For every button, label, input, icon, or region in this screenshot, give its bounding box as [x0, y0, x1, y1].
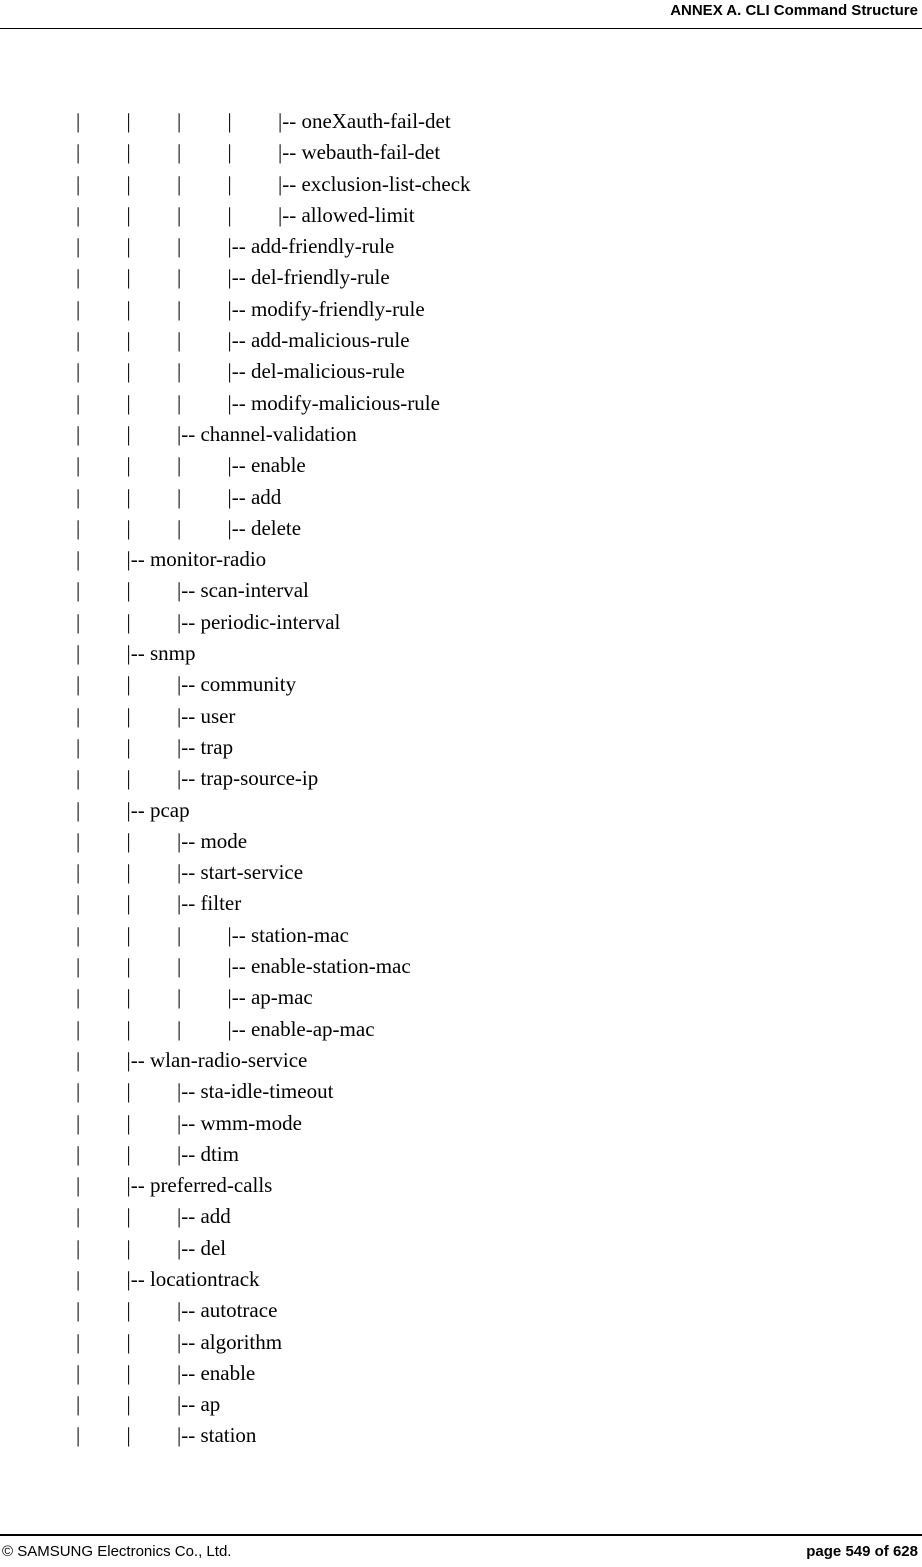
tree-line	[0, 669, 922, 700]
tree-pipe: |	[76, 421, 81, 446]
tree-line	[0, 356, 922, 387]
tree-pipe: |	[177, 171, 182, 196]
tree-line	[0, 732, 922, 763]
tree-pipe: |	[177, 234, 182, 259]
tree-line	[0, 294, 922, 325]
tree-line	[0, 701, 922, 732]
tree-line	[0, 513, 922, 544]
tree-line	[0, 1389, 922, 1420]
tree-line	[0, 1014, 922, 1045]
tree-line	[0, 1420, 922, 1451]
tree-pipe: |	[76, 265, 81, 290]
tree-pipe: |	[76, 1110, 81, 1135]
tree-line	[0, 262, 922, 293]
tree-node-label: |-- allowed-limit	[278, 202, 415, 227]
tree-pipe: |	[76, 1173, 81, 1198]
tree-node-label: |-- delete	[227, 515, 302, 540]
tree-pipe: |	[126, 1360, 131, 1385]
tree-line	[0, 1045, 922, 1076]
tree-pipe: |	[126, 1110, 131, 1135]
tree-pipe: |	[177, 140, 182, 165]
header-title: ANNEX A. CLI Command Structure	[670, 2, 918, 19]
tree-line	[0, 982, 922, 1013]
tree-pipe: |	[126, 954, 131, 979]
tree-pipe: |	[76, 703, 81, 728]
tree-line	[0, 1076, 922, 1107]
tree-pipe: |	[177, 265, 182, 290]
tree-pipe: |	[76, 171, 81, 196]
tree-node-label: |-- community	[177, 672, 297, 697]
tree-pipe: |	[177, 1016, 182, 1041]
tree-pipe: |	[126, 484, 131, 509]
tree-line	[0, 1139, 922, 1170]
tree-pipe: |	[126, 578, 131, 603]
tree-pipe: |	[76, 672, 81, 697]
tree-node-label: |-- add-friendly-rule	[227, 234, 395, 259]
tree-pipe: |	[76, 828, 81, 853]
tree-pipe: |	[76, 484, 81, 509]
tree-pipe: |	[126, 922, 131, 947]
tree-node-label: |-- ap	[177, 1392, 221, 1417]
tree-pipe: |	[177, 296, 182, 321]
tree-pipe: |	[227, 202, 232, 227]
tree-pipe: |	[126, 1329, 131, 1354]
tree-pipe: |	[177, 453, 182, 478]
tree-line	[0, 638, 922, 669]
tree-pipe: |	[227, 171, 232, 196]
tree-line	[0, 920, 922, 951]
tree-node-label: |-- mode	[177, 828, 248, 853]
tree-pipe: |	[177, 109, 182, 133]
tree-line	[0, 419, 922, 450]
tree-pipe: |	[76, 1141, 81, 1166]
tree-pipe: |	[177, 985, 182, 1010]
tree-node-label: |-- modify-friendly-rule	[227, 296, 425, 321]
tree-pipe: |	[227, 140, 232, 165]
tree-line	[0, 826, 922, 857]
tree-pipe: |	[76, 1329, 81, 1354]
tree-pipe: |	[177, 202, 182, 227]
tree-pipe: |	[76, 1360, 81, 1385]
tree-pipe: |	[76, 609, 81, 634]
tree-node-label: |-- preferred-calls	[126, 1173, 273, 1198]
tree-pipe: |	[126, 421, 131, 446]
tree-line	[0, 888, 922, 919]
tree-pipe: |	[126, 265, 131, 290]
tree-line	[0, 450, 922, 481]
tree-pipe: |	[177, 922, 182, 947]
tree-line	[0, 231, 922, 262]
tree-pipe: |	[126, 1204, 131, 1229]
tree-line	[0, 575, 922, 606]
tree-node-label: |-- start-service	[177, 860, 304, 885]
tree-pipe: |	[126, 1141, 131, 1166]
tree-node-label: |-- del-friendly-rule	[227, 265, 390, 290]
tree-node-label: |-- wmm-mode	[177, 1110, 302, 1135]
tree-node-label: |-- add-malicious-rule	[227, 328, 410, 353]
tree-line	[0, 544, 922, 575]
tree-pipe: |	[126, 1392, 131, 1417]
tree-pipe: |	[126, 453, 131, 478]
tree-pipe: |	[76, 922, 81, 947]
tree-pipe: |	[76, 1047, 81, 1072]
tree-node-label: |-- snmp	[126, 641, 196, 666]
tree-node-label: |-- station	[177, 1423, 257, 1448]
tree-line	[0, 388, 922, 419]
tree-node-label: |-- locationtrack	[126, 1266, 260, 1291]
tree-line	[0, 1264, 922, 1295]
tree-node-label: |-- filter	[177, 891, 242, 916]
page-footer	[0, 1534, 922, 1567]
tree-line	[0, 482, 922, 513]
tree-line	[0, 951, 922, 982]
tree-pipe: |	[76, 515, 81, 540]
tree-line	[0, 1358, 922, 1389]
tree-pipe: |	[76, 453, 81, 478]
tree-node-label: |-- modify-malicious-rule	[227, 390, 440, 415]
tree-line	[0, 200, 922, 231]
tree-pipe: |	[76, 860, 81, 885]
tree-pipe: |	[76, 547, 81, 572]
tree-line	[0, 1295, 922, 1326]
tree-pipe: |	[126, 109, 131, 133]
tree-pipe: |	[126, 1423, 131, 1448]
command-tree	[0, 106, 922, 1452]
tree-node-label: |-- channel-validation	[177, 421, 357, 446]
tree-pipe: |	[126, 234, 131, 259]
tree-node-label: |-- wlan-radio-service	[126, 1047, 308, 1072]
tree-pipe: |	[177, 359, 182, 384]
tree-pipe: |	[126, 1298, 131, 1323]
tree-line	[0, 1327, 922, 1358]
tree-pipe: |	[76, 390, 81, 415]
tree-pipe: |	[177, 954, 182, 979]
tree-pipe: |	[76, 140, 81, 165]
footer-copyright: © SAMSUNG Electronics Co., Ltd.	[2, 1543, 232, 1560]
tree-pipe: |	[76, 109, 81, 133]
tree-line	[0, 1233, 922, 1264]
tree-pipe: |	[126, 609, 131, 634]
tree-pipe: |	[76, 359, 81, 384]
tree-line	[0, 137, 922, 168]
tree-pipe: |	[126, 672, 131, 697]
tree-node-label: |-- add	[177, 1204, 231, 1229]
tree-pipe: |	[177, 328, 182, 353]
tree-line	[0, 607, 922, 638]
footer-page-number: page 549 of 628	[806, 1543, 918, 1560]
tree-line	[0, 1170, 922, 1201]
tree-pipe: |	[126, 171, 131, 196]
tree-pipe: |	[76, 766, 81, 791]
tree-pipe: |	[76, 1392, 81, 1417]
tree-line	[0, 325, 922, 356]
tree-pipe: |	[126, 515, 131, 540]
tree-pipe: |	[126, 140, 131, 165]
tree-pipe: |	[76, 202, 81, 227]
tree-node-label: |-- enable	[227, 453, 306, 478]
tree-node-label: |-- trap	[177, 734, 234, 759]
tree-node-label: |-- trap-source-ip	[177, 766, 319, 791]
tree-node-label: |-- periodic-interval	[177, 609, 341, 634]
tree-pipe: |	[76, 641, 81, 666]
tree-node-label: |-- user	[177, 703, 236, 728]
tree-pipe: |	[76, 954, 81, 979]
tree-pipe: |	[76, 296, 81, 321]
tree-pipe: |	[76, 797, 81, 822]
tree-node-label: |-- ap-mac	[227, 985, 313, 1010]
tree-line	[0, 1201, 922, 1232]
tree-line	[0, 857, 922, 888]
tree-node-label: |-- enable-station-mac	[227, 954, 411, 979]
tree-node-label: |-- algorithm	[177, 1329, 283, 1354]
tree-pipe: |	[76, 1079, 81, 1104]
tree-pipe: |	[227, 109, 232, 133]
tree-pipe: |	[76, 1204, 81, 1229]
tree-pipe: |	[126, 390, 131, 415]
tree-node-label: |-- station-mac	[227, 922, 349, 947]
tree-pipe: |	[126, 985, 131, 1010]
tree-pipe: |	[126, 1079, 131, 1104]
tree-node-label: |-- add	[227, 484, 282, 509]
tree-node-label: |-- oneXauth-fail-det	[278, 109, 451, 133]
tree-line	[0, 169, 922, 200]
tree-pipe: |	[177, 515, 182, 540]
tree-node-label: |-- pcap	[126, 797, 190, 822]
tree-line	[0, 1108, 922, 1139]
tree-node-label: |-- del-malicious-rule	[227, 359, 405, 384]
tree-line	[0, 106, 922, 137]
tree-pipe: |	[126, 891, 131, 916]
tree-node-label: |-- enable	[177, 1360, 256, 1385]
tree-pipe: |	[76, 734, 81, 759]
tree-node-label: |-- dtim	[177, 1141, 239, 1166]
tree-node-label: |-- scan-interval	[177, 578, 309, 603]
tree-pipe: |	[126, 766, 131, 791]
tree-node-label: |-- webauth-fail-det	[278, 140, 441, 165]
tree-pipe: |	[76, 891, 81, 916]
tree-node-label: |-- exclusion-list-check	[278, 171, 471, 196]
tree-pipe: |	[76, 985, 81, 1010]
tree-pipe: |	[76, 1016, 81, 1041]
tree-pipe: |	[76, 234, 81, 259]
tree-pipe: |	[126, 703, 131, 728]
tree-pipe: |	[177, 390, 182, 415]
tree-pipe: |	[76, 1423, 81, 1448]
tree-pipe: |	[76, 1235, 81, 1260]
tree-pipe: |	[126, 1016, 131, 1041]
page-header	[0, 0, 922, 29]
tree-pipe: |	[126, 1235, 131, 1260]
tree-pipe: |	[126, 828, 131, 853]
tree-pipe: |	[126, 359, 131, 384]
tree-pipe: |	[76, 578, 81, 603]
tree-pipe: |	[126, 734, 131, 759]
tree-pipe: |	[126, 202, 131, 227]
tree-pipe: |	[76, 1266, 81, 1291]
tree-node-label: |-- autotrace	[177, 1298, 278, 1323]
tree-pipe: |	[126, 328, 131, 353]
tree-node-label: |-- sta-idle-timeout	[177, 1079, 334, 1104]
tree-pipe: |	[126, 860, 131, 885]
tree-pipe: |	[76, 328, 81, 353]
tree-node-label: |-- monitor-radio	[126, 547, 267, 572]
tree-node-label: |-- enable-ap-mac	[227, 1016, 375, 1041]
tree-line	[0, 795, 922, 826]
tree-pipe: |	[126, 296, 131, 321]
tree-line	[0, 763, 922, 794]
tree-pipe: |	[177, 484, 182, 509]
tree-node-label: |-- del	[177, 1235, 227, 1260]
tree-pipe: |	[76, 1298, 81, 1323]
